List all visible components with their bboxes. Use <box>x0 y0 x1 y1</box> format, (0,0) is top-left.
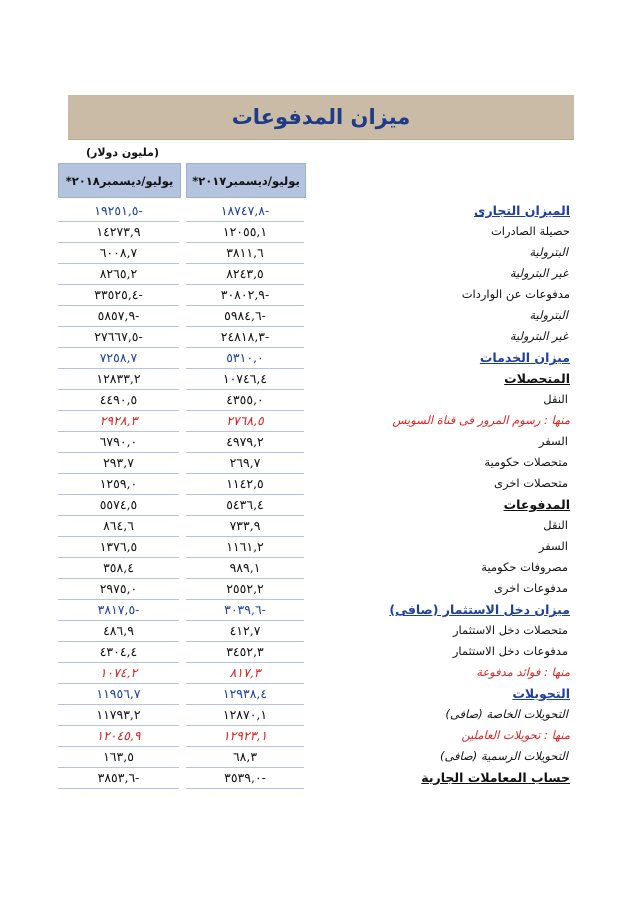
value-2017: ١٢٠٥٥,١ <box>186 221 304 243</box>
table-row <box>0 515 638 536</box>
value-2017: ١٢٩٣٨,٤ <box>186 683 304 705</box>
value-2018: ٢٩٧٥,٠ <box>58 578 179 600</box>
value-2017: ٢٧٦٨,٥ <box>186 410 304 432</box>
value-2017: ٢٦٩,٧ <box>186 452 304 474</box>
table-row <box>0 452 638 473</box>
row-label: حصيلة الصادرات <box>490 224 570 238</box>
value-2017: ٥٤٣٦,٤ <box>186 494 304 516</box>
value-2018: ٦٧٩٠,٠ <box>58 431 179 453</box>
value-2018: ١٤٢٧٣,٩ <box>58 221 179 243</box>
table-row <box>0 494 638 515</box>
value-2017: ٦٨,٣ <box>186 746 304 768</box>
row-label: حساب المعاملات الجارية <box>421 770 570 785</box>
value-2017: ٥٣١٠,٠ <box>186 347 304 369</box>
value-2017: -١٨٧٤٧,٨ <box>186 200 304 222</box>
row-label: الميزان التجارى <box>474 203 570 218</box>
value-2018: ١١٩٥٦,٧ <box>58 683 179 705</box>
value-2017: ٧٣٣,٩ <box>186 515 304 537</box>
title-banner <box>68 95 574 140</box>
row-label: التحويلات الرسمية (صافى) <box>439 749 568 763</box>
value-2018: ٨٦٤,٦ <box>58 515 179 537</box>
value-2018: -٢٧٦٦٧,٥ <box>58 326 179 348</box>
table-row <box>0 200 638 221</box>
value-2018: ١٦٣,٥ <box>58 746 179 768</box>
row-label: النقل <box>543 392 568 406</box>
table-row <box>0 641 638 662</box>
value-2018: ١١٧٩٣,٢ <box>58 704 179 726</box>
row-label: غير البترولية <box>509 329 568 343</box>
table-row <box>0 410 638 431</box>
row-label: التحويلات <box>512 686 570 701</box>
row-label: مدفوعات اخرى <box>493 581 568 595</box>
table-row <box>0 578 638 599</box>
value-2018: -٣٨٥٣,٦ <box>58 767 179 789</box>
row-label: منها : فوائد مدفوعة <box>476 665 570 679</box>
value-2018: ١٠٧٤,٢ <box>58 662 179 684</box>
value-2017: ١١٤٢,٥ <box>186 473 304 495</box>
row-label: ميزان الخدمات <box>479 350 570 365</box>
unit-label: (مليون دولار) <box>86 146 159 159</box>
value-2018: ١٢٠٤٥,٩ <box>58 725 179 747</box>
table-row <box>0 536 638 557</box>
table-row <box>0 368 638 389</box>
row-label: متحصلات دخل الاستثمار <box>453 623 568 637</box>
table-row <box>0 620 638 641</box>
column-header-2018: يوليو/ديسمبر٢٠١٨* <box>58 163 181 198</box>
row-label: ميزان دخل الاستثمار (صافى) <box>389 602 570 617</box>
value-2017: ٤١٢,٧ <box>186 620 304 642</box>
value-2017: ٨١٧,٣ <box>186 662 304 684</box>
row-label: مصروفات حكومية <box>481 560 568 574</box>
row-label: السفر <box>538 434 568 448</box>
value-2017: ١٢٩٢٣,١ <box>186 725 304 747</box>
table-row <box>0 746 638 767</box>
table-row <box>0 347 638 368</box>
column-header-2017: يوليو/ديسمبر٢٠١٧* <box>186 163 306 198</box>
row-label: البترولية <box>529 308 568 322</box>
row-label: البترولية <box>529 245 568 259</box>
value-2017: ٣٨١١,٦ <box>186 242 304 264</box>
table-row <box>0 557 638 578</box>
page-title: ميزان المدفوعات <box>231 105 411 129</box>
row-label: متحصلات اخرى <box>493 476 568 490</box>
row-label: المتحصلات <box>504 371 570 386</box>
table-row <box>0 704 638 725</box>
table-row <box>0 683 638 704</box>
value-2018: ٥٥٧٤,٥ <box>58 494 179 516</box>
value-2018: ٨٢٦٥,٢ <box>58 263 179 285</box>
value-2018: ١٢٨٣٣,٢ <box>58 368 179 390</box>
table-row <box>0 431 638 452</box>
row-label: منها : تحويلات العاملين <box>461 728 570 742</box>
value-2018: ٤٣٠٤,٤ <box>58 641 179 663</box>
value-2018: ٢٩٣,٧ <box>58 452 179 474</box>
value-2018: ٣٥٨,٤ <box>58 557 179 579</box>
row-label: النقل <box>543 518 568 532</box>
table-row <box>0 725 638 746</box>
value-2017: ٢٥٥٢,٢ <box>186 578 304 600</box>
row-label: غير البترولية <box>509 266 568 280</box>
row-label: مدفوعات عن الواردات <box>461 287 570 301</box>
table-row <box>0 389 638 410</box>
value-2018: -٣٣٥٢٥,٤ <box>58 284 179 306</box>
value-2017: ٩٨٩,١ <box>186 557 304 579</box>
table-row <box>0 767 638 788</box>
value-2018: ٤٨٦,٩ <box>58 620 179 642</box>
value-2018: ١٣٧٦,٥ <box>58 536 179 558</box>
row-label: مدفوعات دخل الاستثمار <box>452 644 568 658</box>
value-2017: ١٢٨٧٠,١ <box>186 704 304 726</box>
row-label: متحصلات حكومية <box>484 455 568 469</box>
value-2018: -١٩٢٥١,٥ <box>58 200 179 222</box>
row-label: المدفوعات <box>503 497 570 512</box>
value-2017: -٣٠٣٩,٦ <box>186 599 304 621</box>
value-2018: ٧٢٥٨,٧ <box>58 347 179 369</box>
value-2017: -٥٩٨٤,٦ <box>186 305 304 327</box>
value-2017: ٨٢٤٣,٥ <box>186 263 304 285</box>
table-row <box>0 263 638 284</box>
row-label: السفر <box>538 539 568 553</box>
row-label: التحويلات الخاصة (صافى) <box>445 707 568 721</box>
value-2017: -٢٤٨١٨,٣ <box>186 326 304 348</box>
value-2017: -٣٠٨٠٢,٩ <box>186 284 304 306</box>
table-row <box>0 326 638 347</box>
value-2017: ١١٦١,٢ <box>186 536 304 558</box>
value-2017: ٤٩٧٩,٢ <box>186 431 304 453</box>
table-row <box>0 284 638 305</box>
table-row <box>0 599 638 620</box>
table-row <box>0 662 638 683</box>
value-2018: -٣٨١٧,٥ <box>58 599 179 621</box>
value-2017: ٣٤٥٢,٣ <box>186 641 304 663</box>
table-row <box>0 242 638 263</box>
table-row <box>0 473 638 494</box>
row-label: منها : رسوم المرور فى قناة السويس <box>392 413 570 427</box>
value-2017: ٤٣٥٥,٠ <box>186 389 304 411</box>
table-row <box>0 221 638 242</box>
value-2017: -٣٥٣٩,٠ <box>186 767 304 789</box>
value-2018: ٢٩٢٨,٣ <box>58 410 179 432</box>
value-2018: -٥٨٥٧,٩ <box>58 305 179 327</box>
value-2018: ٦٠٠٨,٧ <box>58 242 179 264</box>
table-row <box>0 305 638 326</box>
value-2018: ١٢٥٩,٠ <box>58 473 179 495</box>
value-2017: ١٠٧٤٦,٤ <box>186 368 304 390</box>
value-2018: ٤٤٩٠,٥ <box>58 389 179 411</box>
